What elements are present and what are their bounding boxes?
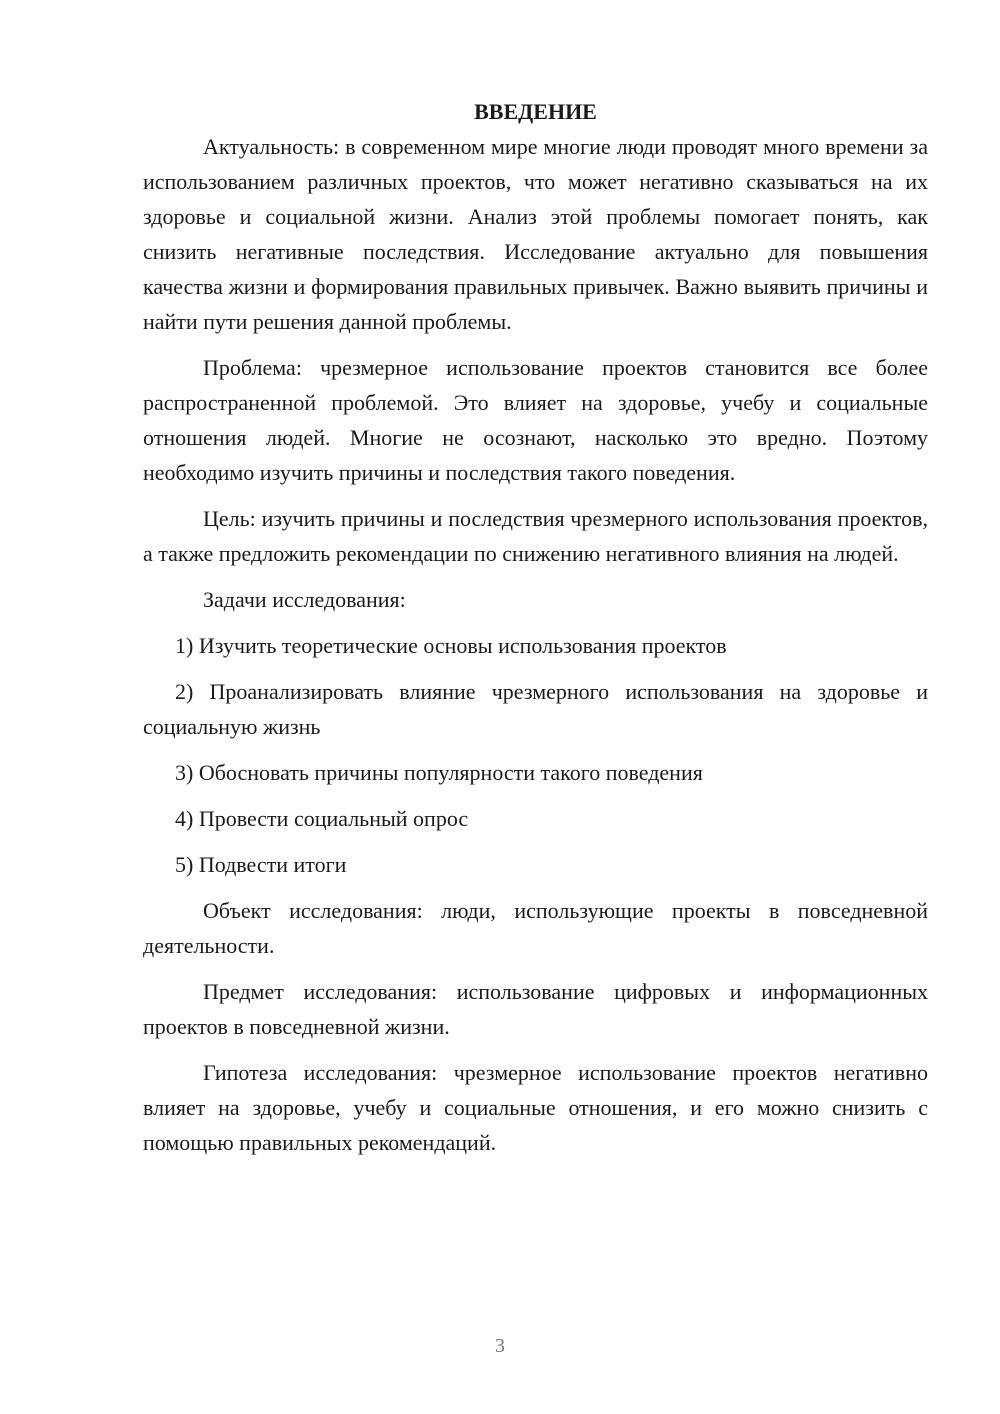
task-item-1: 1) Изучить теоретические основы использования проектов xyxy=(175,633,727,658)
paragraph-goal: Цель: изучить причины и последствия чрезмерного использования проектов, а также предложить рекомендации по снижению негативного влияния на людей. xyxy=(143,506,928,566)
paragraph-object: Объект исследования: люди, использующие проекты в повседневной деятельности. xyxy=(143,898,928,958)
paragraph-hypothesis: Гипотеза исследования: чрезмерное использование проектов негативно влияет на здоровье, учебу и социальные отношения, и его можно снизить с помощью правильных рекомендаций. xyxy=(143,1060,928,1155)
task-item-4: 4) Провести социальный опрос xyxy=(175,806,469,831)
section-title: ВВЕДЕНИЕ xyxy=(474,99,597,124)
page-number: 3 xyxy=(495,1335,505,1357)
tasks-heading: Задачи исследования: xyxy=(203,587,406,612)
paragraph-subject: Предмет исследования: использование цифровых и информационных проектов в повседневной жизни. xyxy=(143,979,928,1039)
task-item-3: 3) Обосновать причины популярности такого поведения xyxy=(175,760,703,785)
paragraph-problem: Проблема: чрезмерное использование проектов становится все более распространенной проблемой. Это влияет на здоровье, учебу и социальные отношения людей. Многие не осознают, насколько это вредно. Поэтому необходимо изучить причины и последствия такого поведения. xyxy=(143,355,928,485)
paragraph-relevance: Актуальность: в современном мире многие люди проводят много времени за использованием различных проектов, что может негативно сказываться на их здоровье и социальной жизни. Анализ этой проблемы помогает понять, как снизить негативные последствия. Исследование актуально для повышения качества жизни и формирования правильных привычек. Важно выявить причины и найти пути решения данной проблемы. xyxy=(143,134,928,334)
document-page xyxy=(143,94,928,1171)
task-item-2: 2) Проанализировать влияние чрезмерного использования на здоровье и социальную жизнь xyxy=(143,679,928,739)
task-item-5: 5) Подвести итоги xyxy=(175,852,347,877)
